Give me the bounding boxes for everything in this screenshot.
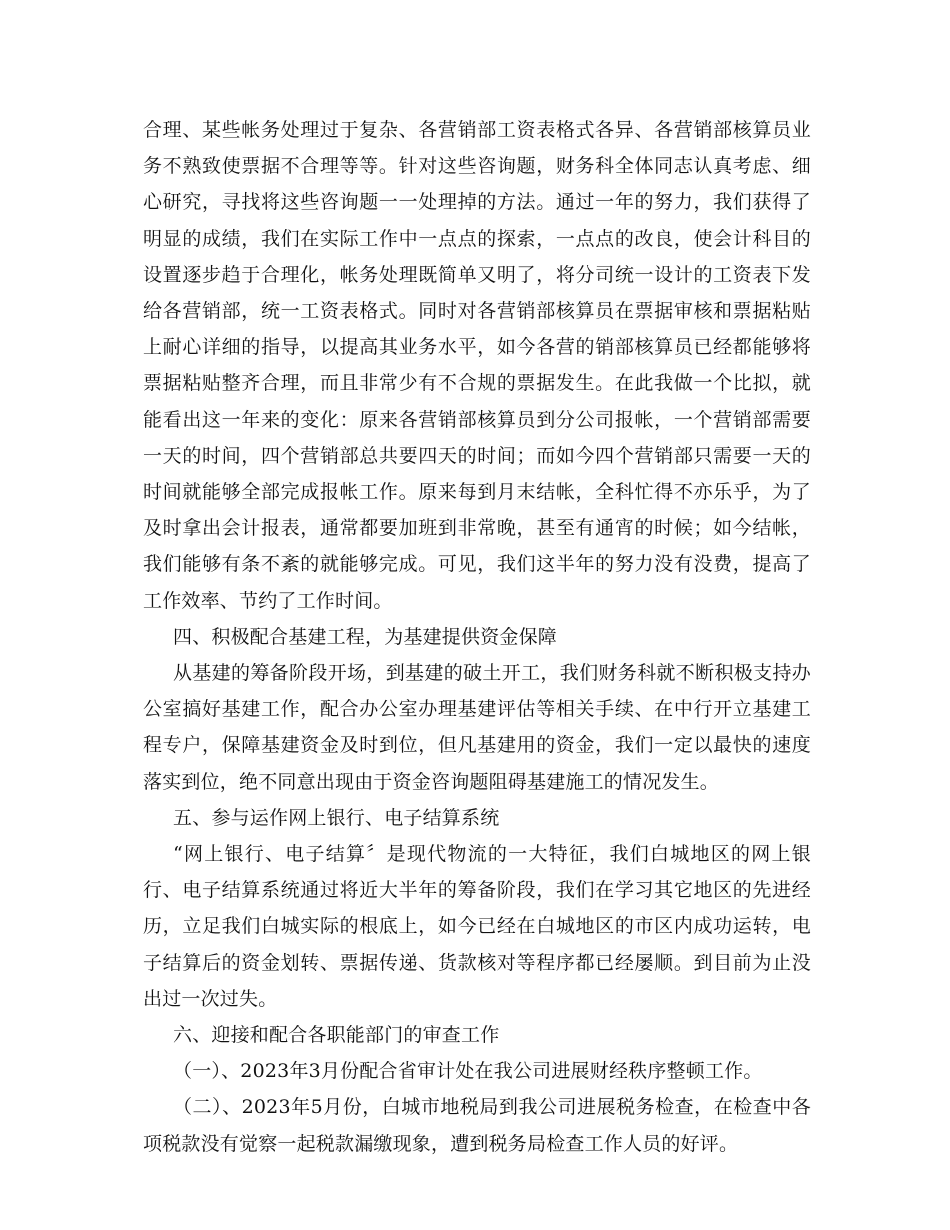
section-heading-four: 四、积极配合基建工程，为基建提供资金保障 — [173, 625, 558, 648]
section-heading-five: 五、参与运作网上银行、电子结算系统 — [173, 806, 500, 829]
body-paragraph: 从基建的筹备阶段开场，到基建的破土开工，我们财务科就不断积极支持办公室搞好基建工作，配合办公室办理基建评估等相关手续、在中行开立基建工程专户，保障基建资金及时到位，但凡基建用的资金，我们一定以最快的速度落实到位，绝不同意出现由于资金咨询题阻碍基建施工的情况发生。 — [143, 662, 811, 793]
section-heading-six: 六、迎接和配合各职能部门的审查工作 — [173, 1024, 500, 1047]
body-paragraph: 合理、某些帐务处理过于复杂、各营销部工资表格式各异、各营销部核算员业务不熟致使票据不合理等等。针对这些咨询题，财务科全体同志认真考虑、细心研究，寻找将这些咨询题一一处理掉的方法。通过一年的努力，我们获得了明显的成绩，我们在实际工作中一点点的探索，一点点的改良，使会计科目的设置逐步趋于合理化，帐务处理既简单又明了，将分司统一设计的工资表下发给各营销部，统一工资表格式。同时对各营销部核算员在票据审核和票据粘贴上耐心详细的指导，以提高其业务水平，如今各营的销部核算员已经都能够将票据粘贴整齐合理，而且非常少有不合规的票据发生。在此我做一个比拟，就能看出这一年来的变化：原来各营销部核算员到分公司报帐，一个营销部需要一天的时间，四个营销部总共要四天的时间；而如今四个营销部只需要一天的时间就能够全部完成报帐工作。原来每到月末结帐，全科忙得不亦乐乎，为了及时拿出会计报表，通常都要加班到非常晚，甚至有通宵的时候；如今结帐，我们能够有条不紊的就能够完成。可见，我们这半年的努力没有没费，提高了工作效率、节约了工作时间。 — [143, 119, 811, 612]
list-item: （二）、2023年5月份，白城市地税局到我公司进展税务检查，在检查中各项税款没有觉察一起税款漏缴现象，遭到税务局检查工作人员的好评。 — [143, 1096, 811, 1155]
body-paragraph: “网上银行、电子结算〞是现代物流的一大特征，我们白城地区的网上银行、电子结算系统通过将近大半年的筹备阶段，我们在学习其它地区的先进经历，立足我们白城实际的根底上，如今已经在白城地区的市区内成功运转，电子结算后的资金划转、票据传递、货款核对等程序都已经屡顺。到目前为止没出过一次过失。 — [143, 843, 811, 1010]
list-item: （一）、2023年3月份配合省审计处在我公司进展财经秩序整顿工作。 — [173, 1060, 763, 1083]
document-body — [143, 112, 811, 1162]
